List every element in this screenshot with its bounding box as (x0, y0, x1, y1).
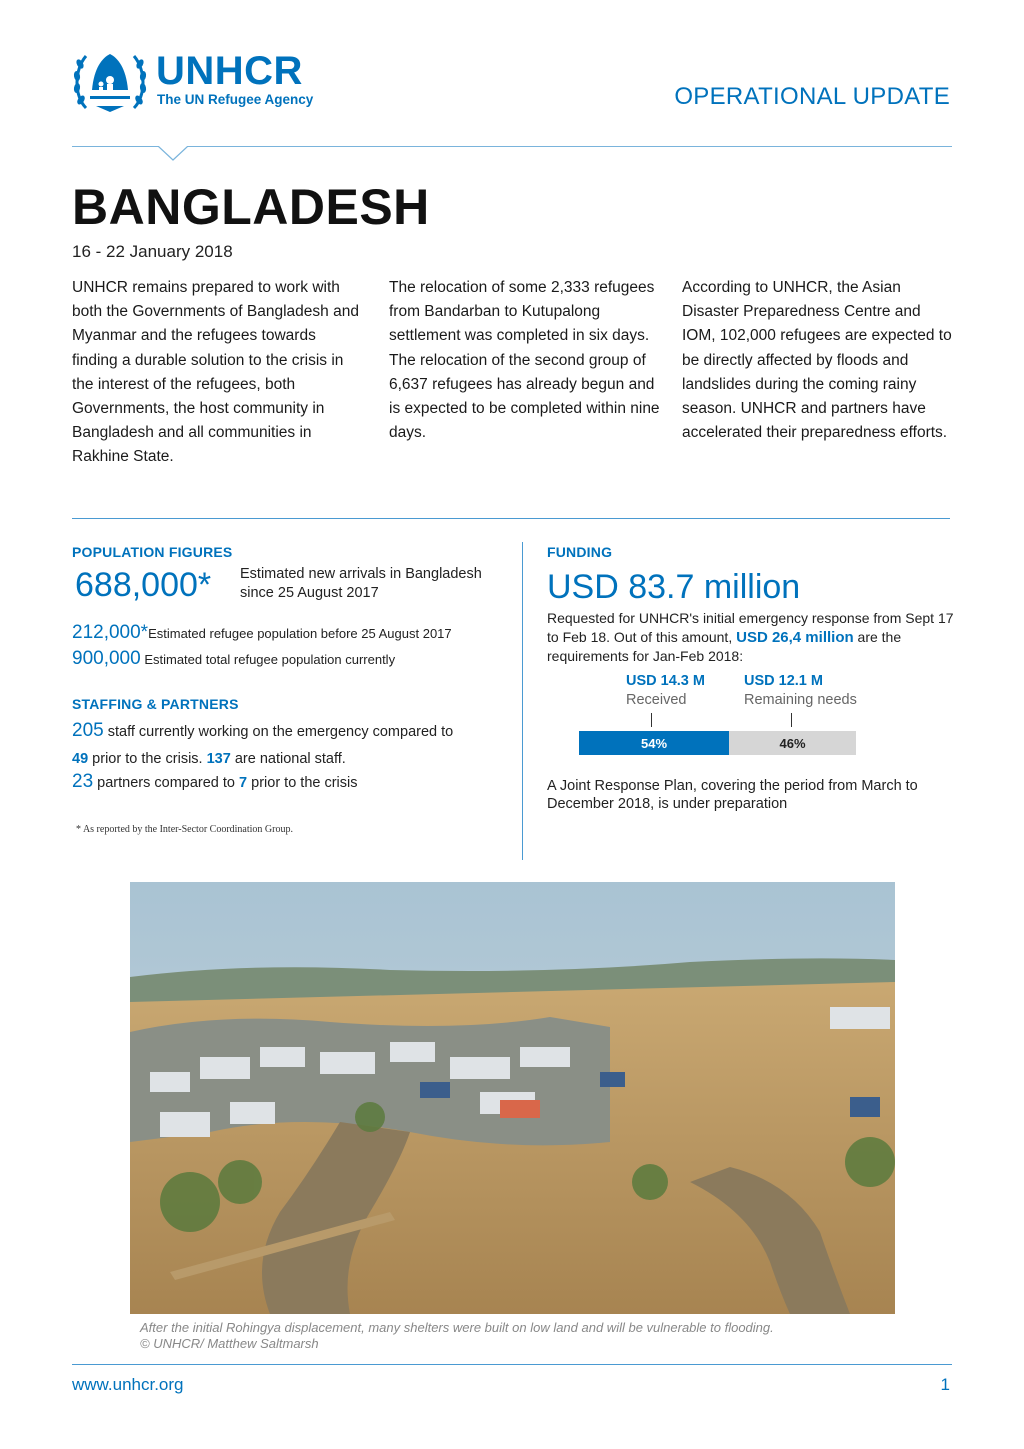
staff-prior-value: 49 (72, 751, 89, 767)
population-before-value: 212,000* (72, 622, 149, 643)
joint-response-plan-note: A Joint Response Plan, covering the period from March to December 2018, is under preparation (547, 778, 918, 812)
funding-remaining-segment (729, 731, 856, 755)
document-type: OPERATIONAL UPDATE (674, 83, 950, 110)
header-divider (72, 146, 952, 147)
date-range: 16 - 22 January 2018 (72, 242, 233, 261)
page-number: 1 (940, 1375, 950, 1394)
funding-progress-bar (579, 731, 856, 755)
population-heading: POPULATION FIGURES (72, 544, 233, 560)
remaining-percent: 46% (779, 735, 806, 751)
partners-label: partners compared to (97, 775, 235, 791)
partners-prior-label: prior to the crisis (251, 775, 358, 791)
funding-total: USD 83.7 million (547, 568, 801, 606)
section-divider (72, 518, 950, 519)
population-total-label: Estimated total refugee population currently (144, 652, 396, 667)
population-before-label: Estimated refugee population before 25 August 2017 (148, 626, 452, 641)
received-amount: USD 14.3 M (626, 673, 705, 689)
staff-label: staff currently working on the emergency compared to (107, 724, 454, 740)
divider-notch-icon (158, 146, 188, 162)
logo-wordmark: UNHCR (156, 49, 303, 93)
photo-caption-text: After the initial Rohingya displacement, many shelters were built on low land and will be vulnerable to flooding. (140, 1320, 774, 1335)
new-arrivals-value: 688,000* (75, 566, 212, 604)
partners-value: 23 (72, 771, 94, 792)
received-percent: 54% (640, 735, 668, 751)
column-divider (522, 542, 523, 860)
partners-prior-value: 7 (239, 775, 248, 791)
national-staff-value: 137 (206, 751, 231, 767)
received-tick (651, 713, 652, 727)
national-staff-label: are national staff. (234, 751, 346, 767)
photo-credit: © UNHCR/ Matthew Saltmarsh (140, 1336, 319, 1351)
funding-heading: FUNDING (547, 544, 613, 560)
footnote: * As reported by the Inter-Sector Coordination Group. (76, 824, 293, 835)
staff-prior-row (72, 751, 346, 767)
remaining-tick (791, 713, 792, 727)
funding-highlight: USD 26,4 million (736, 629, 854, 646)
partners-row (72, 771, 358, 793)
staffing-heading: STAFFING & PARTNERS (72, 696, 239, 712)
population-total-row (72, 648, 395, 670)
photo-caption (140, 1320, 774, 1352)
population-total-value: 900,000 (72, 648, 141, 669)
funding-text-2: are the requirements for Jan-Feb 2018: (547, 629, 902, 664)
camp-photo (130, 882, 895, 1314)
unhcr-emblem-icon (72, 50, 148, 114)
remaining-label: Remaining needs (744, 692, 857, 708)
unhcr-logo[interactable] (72, 50, 342, 114)
page-title: BANGLADESH (72, 179, 430, 235)
logo-subtitle: The UN Refugee Agency (157, 92, 314, 107)
intro-paragraph-1: UNHCR remains prepared to work with both the Governments of Bangladesh and Myanmar and the refugees towards finding a durable solution to the crisis in the interest of the refugees, both Governments, the host community in Bangladesh and all communities in Rakhine State. (72, 279, 359, 466)
received-label: Received (626, 692, 687, 708)
remaining-amount: USD 12.1 M (744, 673, 823, 689)
funding-text-1: Requested for UNHCR's initial emergency response from Sept 17 to Feb 18. Out of this amount, (547, 610, 954, 645)
funding-description (547, 609, 957, 666)
new-arrivals-label: Estimated new arrivals in Bangladesh since 25 August 2017 (240, 566, 482, 601)
footer-divider (72, 1364, 952, 1365)
intro-paragraph-3: According to UNHCR, the Asian Disaster Preparedness Centre and IOM, 102,000 refugees are expected to be directly affected by floods and landslides during the coming rainy season. UNHCR and partners have accelerated their preparedness efforts. (682, 279, 952, 442)
funding-received-segment (579, 731, 729, 755)
footer-website-link[interactable]: www.unhcr.org (72, 1375, 184, 1394)
staff-value: 205 (72, 720, 104, 741)
intro-paragraph-2: The relocation of some 2,333 refugees from Bandarban to Kutupalong settlement was completed in six days. The relocation of the second group of 6,637 refugees has already begun and is expected to be completed within nine days. (389, 279, 660, 442)
population-before-row (72, 622, 452, 644)
staff-prior-label: prior to the crisis. (92, 751, 203, 767)
staff-row (72, 720, 453, 742)
